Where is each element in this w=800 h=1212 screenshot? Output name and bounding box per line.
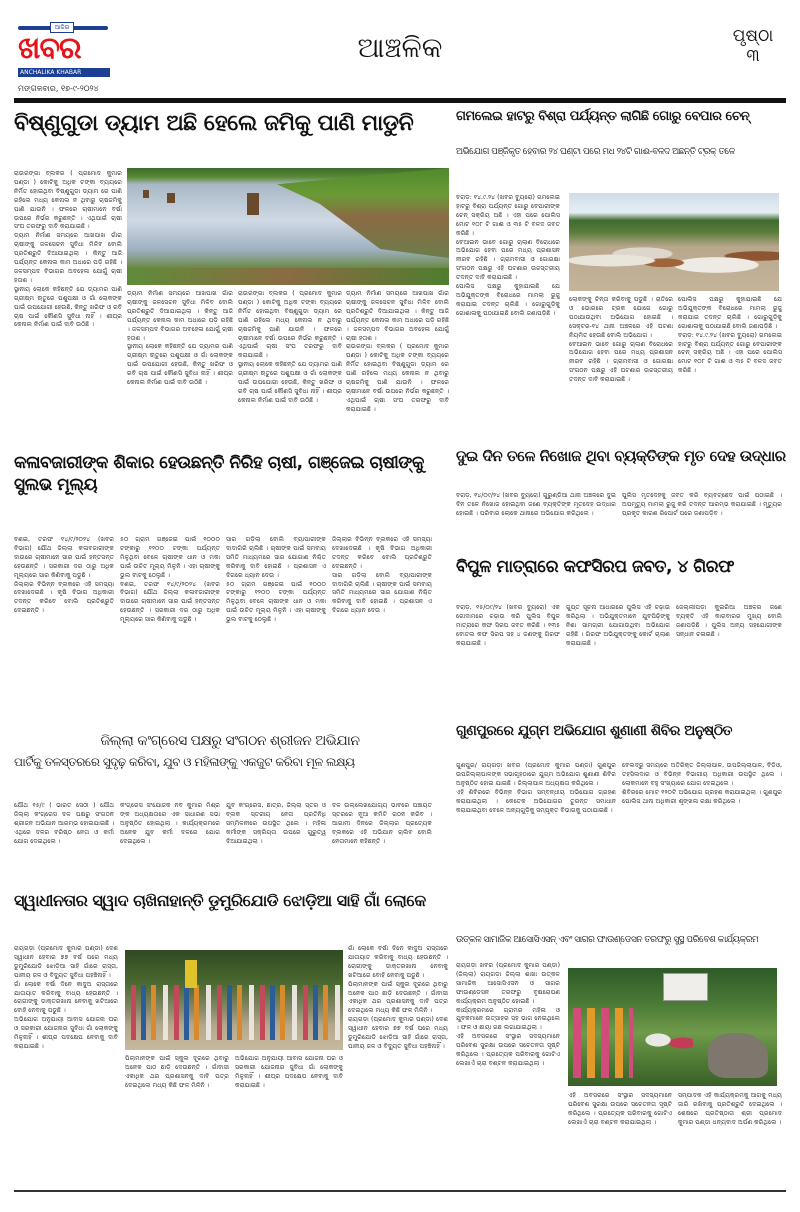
villagers-group-photo: [125, 950, 343, 1050]
article-body: ରାଉରଙ୍ଗା ବ୍ଲକର ( ପ୍ରମୋଦ କୁମାର ପଣ୍ଡା ) କୋଟିକୁ ଅଧିକ ଟଙ୍କା ବ୍ୟୟରେ ନିର୍ମିତ ହୋଇଥିବା ବିଷ୍ଣୁଗୁଡା ଡ୍ୟାମ ରେ ପାଣି ରହିଲେ ମଧ୍ୟ କେନାଲ ନ ଥିବାରୁ ଚାଷଜମିକୁ ପାଣି ଯାଉନି । ଫଳରେ ଚାଷୀମାନେ ବର୍ଷା ଉପରେ ନିର୍ଭର କରୁଛନ୍ତି । ଏଥିପାଇଁ ଚାଷୀ ସଂଘ ତରଫରୁ ଦାବି କରାଯାଇଛି ।: [238, 290, 342, 360]
article-body: ୫୦ ଗ୍ରାମ ଗଞ୍ଜେଇ ପାଇଁ ୧୦୦୦ ଟଙ୍କାରୁ ୧୨୦୦ ଟଙ୍କା ପର୍ଯ୍ୟନ୍ତ ମିଳୁଥିବା ବେଳେ ଚାଷୀଙ୍କ ଧାନ ଓ ମକା ପାଇଁ ଉଚିତ ମୂଲ୍ୟ ମିଳୁନି । ଏହା ଚାଷୀଙ୍କୁ ଭୁଲ ବାଟକୁ ଠେଲୁଛି ।: [226, 580, 326, 624]
article-body: ସମ୍ପାଦକ ଏହି କାର୍ଯ୍ୟକ୍ରମକୁ ଆଗକୁ ମଧ୍ୟ ଜାରି ରଖିବାକୁ ପ୍ରତିଶ୍ରୁତି ଦେଇଥିଲେ । ଶେଷରେ ପ୍ରତିଷ୍ଠାତା ଶ୍ରୀ ପ୍ରମୋଦ କୁମାର ପଣ୍ଡା ଧନ୍ୟବାଦ ଅର୍ପଣ କରିଥିଲେ ।: [678, 1092, 782, 1126]
article-congress-column-1: [14, 802, 114, 880]
article-body: ସାର ଗଡ଼ିଲା ବୋଲି ବ୍ୟାପାରୀଙ୍କ ଦାଦାଗିରି ଚାଲିଛି । ଚାଷୀଙ୍କ ପାଇଁ ସମବାୟ ସମିତି ମାଧ୍ୟମରେ ସାର ଯୋଗାଣ ନିଶ୍ଚିତ କରିବାକୁ ଦାବି ହୋଇଛି । ପ୍ରଶାସନ ଏ ଦିଗରେ ଧ୍ୟାନ ଦେଉ ।: [226, 536, 326, 579]
headline-environment: ଉତ୍କଳ ସାମାଜିକ ଆସୋସିଏସନ୍ ଏବଂ ସାଗର ଫାଉଣ୍ଡେସନ ତରଫରୁ ସୁସ୍ଥ ପରିବେଶ କାର୍ଯ୍ୟକ୍ରମ: [456, 935, 759, 945]
article-body: ସ୍ଥାନୀୟ ଲୋକେ କହିଛନ୍ତି ଯେ ଡ୍ୟାମର ପାଣି ଗ୍ରୀଷ୍ମ ଋତୁରେ ପଶୁପକ୍ଷୀ ଓ ଗାଁ ଲୋକଙ୍କ ପାଇଁ ଉପଯୋଗୀ ହେଉଛି, କିନ୍ତୁ ଖରିଫ ଓ ରବି ଚାଷ ପାଇଁ କୌଣସି ସୁବିଧା ନାହିଁ । ଶୀଘ୍ର କେନାଲ ନିର୍ମାଣ ପାଇଁ ଦାବି ଉଠିଛି ।: [127, 343, 233, 387]
article-body: ଡ୍ୟାମ ନିର୍ମାଣ ସମୟରେ ଆଖପାଖ ଗାଁର ଚାଷୀଙ୍କୁ ଜଳସେଚନ ସୁବିଧା ମିଳିବ ବୋଲି ପ୍ରତିଶ୍ରୁତି ଦିଆଯାଇଥିଲା । କିନ୍ତୁ ଆଜି ପର୍ଯ୍ୟନ୍ତ କେନାଲ କାମ ଅଧାରେ ପଡ଼ି ରହିଛି । ଜଳସମ୍ପଦ ବିଭାଗର ଅବହେଳା ଯୋଗୁଁ ଚାଷୀ ହତାଶ ।: [127, 290, 233, 342]
article-body: ପୋଲିସ ପକ୍ଷରୁ କୁହାଯାଇଛି ଯେ ଅଭିଯୁକ୍ତଙ୍କ ବିରୋଧରେ ମାମଲା ରୁଜୁ କରାଯାଇ ତଦନ୍ତ ଚାଲିଛି । ଗୋରୁଗୁଡ଼ିକୁ ଗୋଶାଳାକୁ ପଠାଯାଇଛି ବୋଲି ଜଣାପଡ଼ିଛି ।: [456, 283, 560, 317]
article-body: କାର୍ଯ୍ୟକ୍ରମରେ ଗ୍ରାମର ମହିଳା ଓ ଯୁବକମାନେ ଉତ୍ସାହର ସହ ଭାଗ ନେଇଥିଲେ । ଫଳ ଓ ଛାୟା ଗଛ ଲଗାଯାଇଥିଲା ।: [456, 1006, 560, 1032]
headline-dam: ବିଷ୍ଣୁଗୁଡା ଡ୍ୟାମ ଅଛି ହେଲେ ଜମିକୁ ପାଣି ମାଡୁନି: [14, 111, 414, 136]
article-body: ଜିଲ୍ଲାର ବିଭିନ୍ନ ବ୍ଲକରେ ଏହି ସମସ୍ୟା ଦେଖାଦେଇଛି । କୃଷି ବିଭାଗ ଅଧିକାରୀ ତଦନ୍ତ କରିବେ ବୋଲି ପ୍ରତିଶ୍ରୁତି ଦେଇଛନ୍ତି ।: [14, 580, 114, 615]
article-body: ଯୌଥ ୧୫/୯ ( ଭାରତ ସେଠୀ ) ଯୌଥ ଜିଲ୍ଲା କଂଗ୍ରେସ ଦଳ ପକ୍ଷରୁ ସଂଗଠନ ଶ୍ରୀଜନ ଅଭିଯାନ ଆରମ୍ଭ ହୋଇଯାଇଛି । ଏଥିରେ ଦଳର ବରିଷ୍ଠ ନେତା ଓ କର୍ମୀ ଯୋଗ ଦେଇଥିଲେ ।: [14, 802, 114, 845]
article-body: ବେଆଇନ ଭାବେ ଗୋରୁ ଚାଲାଣ ବିରୋଧରେ ଅଭିଯୋଗ ହେବା ପରେ ମଧ୍ୟ ପ୍ରଶାସନ ନୀରବ ରହିଛି । ଗ୍ରାମବାସୀ ଓ ଗୋରକ୍ଷା ସଂଗଠନ ପକ୍ଷରୁ ଏହି ଘଟଣାର ଉଚ୍ଚସ୍ତରୀୟ ତଦନ୍ତ ଦାବି କରାଯାଇଛି ।: [569, 340, 673, 384]
page-label: ପୃଷ୍ଠା: [732, 26, 774, 46]
page-indicator: [718, 26, 788, 66]
article-body: ଦଳ ଉଲ୍ଲେଖଯୋଗ୍ୟ ଭାବରେ ପଞ୍ଚାୟତ ସ୍ତରରେ ନୂଆ କମିଟି ଗଠନ କରିବ । ଆଗାମୀ ଦିନରେ ଜିଲ୍ଲାର ପ୍ରତ୍ୟେକ ବ୍ଲକରେ ଏହି ଅଭିଯାନ ଚାଲିବ ବୋଲି ନେତାମାନେ କହିଛନ୍ତି ।: [332, 802, 432, 845]
headline-congress-line-1: ଜିଲ୍ଲା କଂଗ୍ରେସ ପକ୍ଷରୁ ସଂଗଠନ ଶ୍ରୀଜନ ଅଭିଯାନ: [100, 733, 360, 749]
article-body: ଡ୍ୟାମ ନିର୍ମାଣ ସମୟରେ ଆଖପାଖ ଗାଁର ଚାଷୀଙ୍କୁ ଜଳସେଚନ ସୁବିଧା ମିଳିବ ବୋଲି ପ୍ରତିଶ୍ରୁତି ଦିଆଯାଇଥିଲା । କିନ୍ତୁ ଆଜି ପର୍ଯ୍ୟନ୍ତ କେନାଲ କାମ ଅଧାରେ ପଡ଼ି ରହିଛି । ଜଳସମ୍ପଦ ବିଭାଗର ଅବହେଳା ଯୋଗୁଁ ଚାଷୀ ହତାଶ ।: [346, 290, 449, 342]
article-congress-column-2: [120, 802, 220, 880]
tree-planting-photo: [568, 968, 777, 1086]
article-body-found-column-1: [456, 492, 616, 548]
article-body: ଲୋକଙ୍କୁ ଚିନ୍ତା କରିବାକୁ ପଡୁଛି । ରାତିରେ ଓ ଭୋରରେ ଟ୍ରକ ଯୋଗେ ଗୋରୁ ପଠାଯାଉଥିବା ଅଭିଯୋଗ ହୋଇଛି । ସେକ୍ଟର-୧୪ ଥାନା ଅଞ୍ଚଳରେ ଏହି ଘଟଣା ନିୟମିତ ହେଉଛି ବୋଲି ଅଭିଯୋଗ ।: [569, 296, 673, 339]
article-body: ବେଆଇନ ଭାବେ ଗୋରୁ ଚାଲାଣ ବିରୋଧରେ ଅଭିଯୋଗ ହେବା ପରେ ମଧ୍ୟ ପ୍ରଶାସନ ନୀରବ ରହିଛି । ଗ୍ରାମବାସୀ ଓ ଗୋରକ୍ଷା ସଂଗଠନ ପକ୍ଷରୁ ଏହି ଘଟଣାର ଉଚ୍ଚସ୍ତରୀୟ ତଦନ୍ତ ଦାବି କରାଯାଇଛି ।: [456, 238, 560, 282]
article-body: ବରାଡ଼: ୧୪.୯.୨୪ (ଖବର ବ୍ୟୁରୋ) ଗମଲେଇ ହାଟରୁ ବିଶ୍ରା ପର୍ଯ୍ୟନ୍ତ ଗୋରୁ ବେପାରୀଙ୍କ ଚେନ୍ ସକ୍ରିୟ ଅଛି । ଏହା ପରେ ପୋଲିସ ମୋଟ ୧୦୮ ଟି ଗାଈ ଓ ୩୫ ଟି ବଳଦ ଜବତ କରିଛି ।: [456, 194, 560, 237]
article-congress-column-4: [332, 802, 432, 880]
newspaper-logo: [14, 22, 114, 84]
article-body: ଗୁଣପୁର/ ରାୟଗଡ଼ା ଖବର (ପ୍ରମୋଦ କୁମାର ପଣ୍ଡା) ଗୁଣପୁର ଉପଜିଲ୍ଲାପାଳଙ୍କ ସଭାଗୃହଠାରେ ଯୁଗ୍ମ ଅଭିଯୋଗ ଶୁଣାଣୀ ଶିବିର ଅନୁଷ୍ଠିତ ହୋଇ ଯାଇଛି । ଜିଲ୍ଲାପାଳ ଅଧ୍ୟକ୍ଷତା କରିଥିଲେ ।: [456, 762, 616, 787]
article-cattle-column-1: [456, 194, 560, 439]
article-body: ଗାଁ ଲୋକେ ବର୍ଷା ଦିନେ କାଦୁଅ ରାସ୍ତାରେ ଯାତାୟାତ କରିବାକୁ ବାଧ୍ୟ ହେଉଛନ୍ତି । ରୋଗୀଙ୍କୁ ଡାକ୍ତରଖାନା ନେବାକୁ ଖଟିଆରେ ବୋହି ନେବାକୁ ପଡୁଛି ।: [348, 945, 448, 979]
article-body: ପିଲାମାନଙ୍କ ପାଇଁ ସ୍କୁଲ ଦୂରରେ ଥିବାରୁ ଅନେକ ପାଠ ଛାଡ଼ି ଦେଉଛନ୍ତି । ଗାଁବାସୀ ଏକାଧିକ ଥର ପ୍ରଶାସନକୁ ଦାବି ପତ୍ର ଦେଇଥିଲେ ମଧ୍ୟ କିଛି ଫଳ ମିଳିନି ।: [125, 1055, 229, 1089]
article-environment-column-1: [456, 962, 560, 1182]
headline-congress-line-2: ପାର୍ଟିକୁ ତଳସ୍ତରରେ ସୁଦୃଢ଼ କରିବା, ଯୁବ ଓ ମହିଳାଙ୍କୁ ଏକଜୁଟ କରିବା ମୂଳ ଲକ୍ଷ୍ୟ: [14, 755, 355, 769]
article-body: ଏହି ଅବସରରେ ସଂସ୍ଥାର ସଦସ୍ୟମାନେ ପରିବେଶ ସୁରକ୍ଷା ଉପରେ ସଚେତନତା ସୃଷ୍ଟି କରିଥିଲେ । ପ୍ରତ୍ୟେକ ପରିବାରକୁ ଗୋଟିଏ ଲେଖାଏଁ ଚାରା ବଣ୍ଟନ କରାଯାଇଥିଲା ।: [568, 1092, 672, 1126]
page-number: ୩: [746, 46, 760, 66]
article-body: ରାୟଗଡ଼ା (ପ୍ରମୋଦ କୁମାର ପଣ୍ଡା) ଦେଶ ସ୍ୱାଧୀନ ହେବାର ୭୭ ବର୍ଷ ପରେ ମଧ୍ୟ ଡୁମୁରିଯୋଡି ଝୋଡ଼ିଆ ସାହି ଗାଁରେ ରାସ୍ତା, ପାନୀୟ ଜଳ ଓ ବିଦ୍ୟୁତ ସୁବିଧା ପହଞ୍ଚିନାହିଁ ।: [14, 945, 118, 979]
headline-cattle: ଗମଲେଇ ହାଟରୁ ବିଶ୍ରା ପର୍ଯ୍ୟନ୍ତ ଲାଗିଛି ଗୋରୁ ବେପାର ଚେନ୍: [456, 109, 750, 124]
article-body: ଏହି ଅବସରରେ ସଂସ୍ଥାର ସଦସ୍ୟମାନେ ପରିବେଶ ସୁରକ୍ଷା ଉପରେ ସଚେତନତା ସୃଷ୍ଟି କରିଥିଲେ । ପ୍ରତ୍ୟେକ ପରିବାରକୁ ଗୋଟିଏ ଲେଖାଏଁ ଚାରା ବଣ୍ଟନ କରାଯାଇଥିଲା ।: [456, 1033, 560, 1067]
article-cattle-column-3: [678, 296, 782, 439]
article-body: ଅଭିଯୋଗ ଅନୁଯାୟୀ ଆବାସ ଯୋଜନା ଘର ଓ ସରକାରୀ ଯୋଜନାର ସୁବିଧା ଗାଁ ଲୋକଙ୍କୁ ମିଳୁନାହିଁ । ଶୀଘ୍ର ପଦକ୍ଷେପ ନେବାକୁ ଦାବି କରାଯାଇଛି ।: [235, 1055, 343, 1089]
article-body: ରାଉରଙ୍ଗା ବ୍ଲକର ( ପ୍ରମୋଦ କୁମାର ପଣ୍ଡା ) କୋଟିକୁ ଅଧିକ ଟଙ୍କା ବ୍ୟୟରେ ନିର୍ମିତ ହୋଇଥିବା ବିଷ୍ଣୁଗୁଡା ଡ୍ୟାମ ରେ ପାଣି ରହିଲେ ମଧ୍ୟ କେନାଲ ନ ଥିବାରୁ ଚାଷଜମିକୁ ପାଣି ଯାଉନି । ଫଳରେ ଚାଷୀମାନେ ବର୍ଷା ଉପରେ ନିର୍ଭର କରୁଛନ୍ତି । ଏଥିପାଇଁ ଚାଷୀ ସଂଘ ତରଫରୁ ଦାବି କରାଯାଇଛି ।: [346, 343, 449, 413]
article-body: କଂଗ୍ରେସ ସଂଯୋଜକ ନବ କୁମାର ମିଶ୍ର ଙ୍କ ଅଧ୍ୟକ୍ଷତାରେ ଏକ ସାଧାରଣ ସଭା ଅନୁଷ୍ଠିତ ହୋଇଥିଲା । କାର୍ଯ୍ୟକ୍ରମରେ ଅନେକ ଯୁବ କର୍ମୀ ଦଳରେ ଯୋଗ ଦେଇଥିଲେ ।: [120, 802, 220, 845]
article-independence-column-4: [348, 945, 448, 1183]
article-body: ବଣଇ, ତରଫ ୧୪/୯/୨୦୨୪ (ଖବର ବିଭାଗ) ଯୌଥ ଜିଲ୍ଲା କଳାବଜାରୀଙ୍କ ଦାଉରେ ଚାଷୀମାନେ ସାର ପାଇଁ ହନ୍ତସନ୍ତ ହେଉଛନ୍ତି । ସରକାରୀ ଦର ଠାରୁ ଅଧିକ ମୂଲ୍ୟରେ ସାର କିଣିବାକୁ ପଡୁଛି ।: [14, 536, 114, 579]
article-body: ପୋଲିସ ପକ୍ଷରୁ କୁହାଯାଇଛି ଯେ ଅଭିଯୁକ୍ତଙ୍କ ବିରୋଧରେ ମାମଲା ରୁଜୁ କରାଯାଇ ତଦନ୍ତ ଚାଲିଛି । ଗୋରୁଗୁଡ଼ିକୁ ଗୋଶାଳାକୁ ପଠାଯାଇଛି ବୋଲି ଜଣାପଡ଼ିଛି ।: [678, 296, 782, 330]
article-body: ଏହି ଶିବିରରେ ବିଭିନ୍ନ ବିଭାଗ ସମ୍ବନ୍ଧୀୟ ଅଭିଯୋଗ ଗ୍ରହଣ କରାଯାଇଥିଲା । କେତେକ ଅଭିଯୋଗର ତୁରନ୍ତ ସମାଧାନ କରାଯାଇଥିବା ବେଳେ ଅନ୍ୟଗୁଡ଼ିକୁ ସମ୍ପୃକ୍ତ ବିଭାଗକୁ ପଠାଯାଇଛି ।: [456, 788, 616, 814]
article-body: ରାୟଗଡ଼ା (ପ୍ରମୋଦ କୁମାର ପଣ୍ଡା) ଦେଶ ସ୍ୱାଧୀନ ହେବାର ୭୭ ବର୍ଷ ପରେ ମଧ୍ୟ ଡୁମୁରିଯୋଡି ଝୋଡ଼ିଆ ସାହି ଗାଁରେ ରାସ୍ତା, ପାନୀୟ ଜଳ ଓ ବିଦ୍ୟୁତ ସୁବିଧା ପହଞ୍ଚିନାହିଁ ।: [348, 1016, 448, 1050]
headline-grievance: ଗୁଣପୁରରେ ଯୁଗ୍ମ ଅଭିଯୋଗ ଶୁଣାଣୀ ଶିବିର ଅନୁଷ୍ଠିତ: [456, 723, 733, 739]
article-body: ବେଲଦ୍ରୁ ସମୟରେ ଅତିରିକ୍ତ ଜିଲ୍ଲାପାଳ, ଉପଜିଲ୍ଲାପାଳ, ବିଡିଓ, ତହସିଲଦାର ଓ ବିଭିନ୍ନ ବିଭାଗୀୟ ଅଧିକାରୀ ଉପସ୍ଥିତ ଥିଲେ । ଲୋକମାନେ ବହୁ ସଂଖ୍ୟାରେ ଯୋଗ ଦେଇଥିଲେ ।: [622, 762, 782, 787]
article-body: ଶିବିରରେ ମୋଟ ୧୨୦ଟି ଅଭିଯୋଗ ଗ୍ରହଣ କରାଯାଇଥିଲା । ଗୁଣପୁର ପୋଲିସ ଥାନା ଅଧିକାରୀ ଶୃଙ୍ଖଳା ରକ୍ଷା କରିଥିଲେ ।: [622, 788, 782, 805]
footer-rule: [14, 1190, 786, 1192]
article-body: ପୁଲିସ ମୃତଦେହକୁ ଜବତ କରି ବ୍ୟବଚ୍ଛେଦ ପାଇଁ ପଠାଇଛି । ଅପମୃତ୍ୟୁ ମାମଲା ରୁଜୁ କରି ତଦନ୍ତ ଆରମ୍ଭ କରାଯାଇଛି । ମୃତ୍ୟୁର ପ୍ରକୃତ କାରଣ ରିପୋର୍ଟ ପରେ ଜଣାପଡ଼ିବ ।: [622, 492, 782, 517]
section-title: ଆଞ୍ଚଳିକ: [357, 31, 443, 64]
article-farmers-column-1: [14, 536, 114, 726]
article-independence-column-1: [14, 945, 118, 1183]
article-body: ବରାଡ଼, ୧୫/୦୯/୨୪ (ଖବର ବ୍ୟୁରୋ) ଏକ ଗୋଦାମରେ ଚଢ଼ାଉ କରି ପୁଲିସ ବିପୁଳ ମାତ୍ରାରେ କଫ ସିରପ ଜବତ କରିଛି । ୧୩୫ ବୋତଲ କଫ ସିରପ ସହ ୪ ଜଣଙ୍କୁ ଗିରଫ କରାଯାଇଛି ।: [456, 604, 560, 647]
article-grievance-column-1: [456, 762, 616, 926]
article-farmers-column-4: [332, 536, 432, 726]
article-dam-column-1: [14, 170, 122, 445]
headline-body-found: ଦୁଇ ଦିନ ତଳେ ନିଖୋଜ ଥିବା ବ୍ୟକ୍ତିଙ୍କ ମୃତ ଦେହ ଉଦ୍ଧାର: [456, 447, 786, 465]
article-cattle-column-2: [569, 296, 673, 439]
article-body: ଯୁବ କଂଗ୍ରେସ, ଛାତ୍ର, ଜିଲ୍ଲା ସ୍ତର ଓ ବ୍ଲକ ସ୍ତରୀୟ ନେତା ପ୍ରତିନିଧି ସମ୍ମିଳନୀରେ ଉପସ୍ଥିତ ଥିଲେ । ମହିଳା କର୍ମୀଙ୍କ ସକ୍ରିୟତା ଉପରେ ଗୁରୁତ୍ୱ ଦିଆଯାଇଥିଲା ।: [226, 802, 326, 845]
article-cough-syrup-column-3: [676, 604, 782, 718]
article-independence-column-3: [235, 1055, 343, 1183]
logo-subtitle: ANCHALIKA KHABAR: [18, 68, 110, 77]
article-body: ବଣଇ, ତରଫ ୧୪/୯/୨୦୨୪ (ଖବର ବିଭାଗ) ଯୌଥ ଜିଲ୍ଲା କଳାବଜାରୀଙ୍କ ଦାଉରେ ଚାଷୀମାନେ ସାର ପାଇଁ ହନ୍ତସନ୍ତ ହେଉଛନ୍ତି । ସରକାରୀ ଦର ଠାରୁ ଅଧିକ ମୂଲ୍ୟରେ ସାର କିଣିବାକୁ ପଡୁଛି ।: [120, 580, 220, 624]
article-dam-column-4: [346, 290, 449, 445]
headline-independence: ସ୍ୱାଧୀନତାର ସ୍ୱାଦ ଚାଖିନାହାନ୍ତି ଡୁମୁରିଯୋଡି ଝୋଡ଼ିଆ ସାହି ଗାଁ ଲୋକେ: [14, 891, 426, 910]
article-cough-syrup-column-1: [456, 604, 560, 718]
article-dam-column-3: [238, 290, 342, 445]
article-body: ଜେଲ୍ଲୀପଡ଼ା କୁଇରିଆ ଅଞ୍ଚଳର ଜଣେ ବ୍ୟକ୍ତି ଏହି କାରବାରର ମୁଖ୍ୟ ବୋଲି ଜଣାପଡ଼ିଛି । ପୁଲିସ ଅନ୍ୟ ସହଯୋଗୀଙ୍କ ସନ୍ଧାନ ଚଳାଇଛି ।: [676, 604, 782, 638]
article-cough-syrup-column-2: [566, 604, 670, 718]
article-congress-column-3: [226, 802, 326, 880]
article-body: ଗାଁ ଲୋକେ ବର୍ଷା ଦିନେ କାଦୁଅ ରାସ୍ତାରେ ଯାତାୟାତ କରିବାକୁ ବାଧ୍ୟ ହେଉଛନ୍ତି । ରୋଗୀଙ୍କୁ ଡାକ୍ତରଖାନା ନେବାକୁ ଖଟିଆରେ ବୋହି ନେବାକୁ ପଡୁଛି ।: [14, 980, 118, 1015]
article-body: ବରାଡ଼, ୧୪/୦୯/୨୪ (ଖବର ବ୍ୟୁରୋ) ଗୁରୁଣ୍ଡିଆ ଥାନା ଅଞ୍ଚଳରେ ଦୁଇ ଦିନ ତଳେ ନିଖୋଜ ହୋଇଥିବା ଜଣେ ବ୍ୟକ୍ତିଙ୍କ ମୃତଦେହ ଉଦ୍ଧାର ହୋଇଛି । ପରିବାର ଲୋକେ ଥାନାରେ ଅଭିଯୋଗ କରିଥିଲେ ।: [456, 492, 616, 517]
masthead-rule: [14, 98, 786, 103]
article-farmers-column-3: [226, 536, 326, 726]
headline-farmers: କଳାବଜାରୀଙ୍କ ଶିକାର ହେଉଛନ୍ତି ନିରିହ ଚାଷୀ, ଗଞ୍ଜେଇ ଚାଷୀଙ୍କୁ ସୁଲଭ ମୂଲ୍ୟ: [14, 453, 424, 495]
article-dam-column-2: [127, 290, 233, 445]
article-body: ସ୍ଥାନୀୟ ଲୋକେ କହିଛନ୍ତି ଯେ ଡ୍ୟାମର ପାଣି ଗ୍ରୀଷ୍ମ ଋତୁରେ ପଶୁପକ୍ଷୀ ଓ ଗାଁ ଲୋକଙ୍କ ପାଇଁ ଉପଯୋଗୀ ହେଉଛି, କିନ୍ତୁ ଖରିଫ ଓ ରବି ଚାଷ ପାଇଁ କୌଣସି ସୁବିଧା ନାହିଁ । ଶୀଘ୍ର କେନାଲ ନିର୍ମାଣ ପାଇଁ ଦାବି ଉଠିଛି ।: [238, 361, 342, 404]
dam-water-photo: [127, 168, 449, 285]
article-body: ଅଭିଯୋଗ ଅନୁଯାୟୀ ଆବାସ ଯୋଜନା ଘର ଓ ସରକାରୀ ଯୋଜନାର ସୁବିଧା ଗାଁ ଲୋକଙ୍କୁ ମିଳୁନାହିଁ । ଶୀଘ୍ର ପଦକ୍ଷେପ ନେବାକୁ ଦାବି କରାଯାଇଛି ।: [14, 1016, 118, 1050]
article-body: ସାର ଗଡ଼ିଲା ବୋଲି ବ୍ୟାପାରୀଙ୍କ ଦାଦାଗିରି ଚାଲିଛି । ଚାଷୀଙ୍କ ପାଇଁ ସମବାୟ ସମିତି ମାଧ୍ୟମରେ ସାର ଯୋଗାଣ ନିଶ୍ଚିତ କରିବାକୁ ଦାବି ହୋଇଛି । ପ୍ରଶାସନ ଏ ଦିଗରେ ଧ୍ୟାନ ଦେଉ ।: [332, 571, 432, 615]
cattle-herd-photo: [569, 193, 779, 291]
article-body-found-column-2: [622, 492, 782, 548]
article-body: ରାଉରଙ୍ଗା ବ୍ଲକର ( ପ୍ରମୋଦ କୁମାର ପଣ୍ଡା ) କୋଟିକୁ ଅଧିକ ଟଙ୍କା ବ୍ୟୟରେ ନିର୍ମିତ ହୋଇଥିବା ବିଷ୍ଣୁଗୁଡା ଡ୍ୟାମ ରେ ପାଣି ରହିଲେ ମଧ୍ୟ କେନାଲ ନ ଥିବାରୁ ଚାଷଜମିକୁ ପାଣି ଯାଉନି । ଫଳରେ ଚାଷୀମାନେ ବର୍ଷା ଉପରେ ନିର୍ଭର କରୁଛନ୍ତି । ଏଥିପାଇଁ ଚାଷୀ ସଂଘ ତରଫରୁ ଦାବି କରାଯାଇଛି ।: [14, 170, 122, 231]
article-farmers-column-2: [120, 536, 220, 726]
article-independence-column-2: [125, 1055, 229, 1183]
article-environment-column-2: [568, 1092, 672, 1182]
article-body: ଡ୍ୟାମ ନିର୍ମାଣ ସମୟରେ ଆଖପାଖ ଗାଁର ଚାଷୀଙ୍କୁ ଜଳସେଚନ ସୁବିଧା ମିଳିବ ବୋଲି ପ୍ରତିଶ୍ରୁତି ଦିଆଯାଇଥିଲା । କିନ୍ତୁ ଆଜି ପର୍ଯ୍ୟନ୍ତ କେନାଲ କାମ ଅଧାରେ ପଡ଼ି ରହିଛି । ଜଳସମ୍ପଦ ବିଭାଗର ଅବହେଳା ଯୋଗୁଁ ଚାଷୀ ହତାଶ ।: [14, 232, 122, 284]
article-body: ସ୍ଥାନୀୟ ଲୋକେ କହିଛନ୍ତି ଯେ ଡ୍ୟାମର ପାଣି ଗ୍ରୀଷ୍ମ ଋତୁରେ ପଶୁପକ୍ଷୀ ଓ ଗାଁ ଲୋକଙ୍କ ପାଇଁ ଉପଯୋଗୀ ହେଉଛି, କିନ୍ତୁ ଖରିଫ ଓ ରବି ଚାଷ ପାଇଁ କୌଣସି ସୁବିଧା ନାହିଁ । ଶୀଘ୍ର କେନାଲ ନିର୍ମାଣ ପାଇଁ ଦାବି ଉଠିଛି ।: [14, 285, 122, 329]
logo-tag: ଆଜିର: [50, 22, 74, 33]
article-body: ବରାଡ଼: ୧୪.୯.୨୪ (ଖବର ବ୍ୟୁରୋ) ଗମଲେଇ ହାଟରୁ ବିଶ୍ରା ପର୍ଯ୍ୟନ୍ତ ଗୋରୁ ବେପାରୀଙ୍କ ଚେନ୍ ସକ୍ରିୟ ଅଛି । ଏହା ପରେ ପୋଲିସ ମୋଟ ୧୦୮ ଟି ଗାଈ ଓ ୩୫ ଟି ବଳଦ ଜବତ କରିଛି ।: [678, 331, 782, 375]
logo-wordmark: ଖବର: [18, 31, 81, 66]
subheadline-cattle: ଅଭିଯୋଗ ପଞ୍ଜିକୃତ ହେବାର ୨୪ ଘଣ୍ଟା ପରେ ମଧ ୨୪ଟି ଗାଈ-ବଳଦ ଅଛନ୍ତି ଟ୍ରକ୍ ତଳେ: [456, 147, 735, 157]
article-environment-column-3: [678, 1092, 782, 1182]
headline-cough-syrup: ବିପୁଳ ମାତ୍ରାରେ କଫସିରପ ଜବତ, ୪ ଗିରଫ: [456, 557, 734, 577]
article-body: ୫୦ ଗ୍ରାମ ଗଞ୍ଜେଇ ପାଇଁ ୧୦୦୦ ଟଙ୍କାରୁ ୧୨୦୦ ଟଙ୍କା ପର୍ଯ୍ୟନ୍ତ ମିଳୁଥିବା ବେଳେ ଚାଷୀଙ୍କ ଧାନ ଓ ମକା ପାଇଁ ଉଚିତ ମୂଲ୍ୟ ମିଳୁନି । ଏହା ଚାଷୀଙ୍କୁ ଭୁଲ ବାଟକୁ ଠେଲୁଛି ।: [120, 536, 220, 579]
article-grievance-column-2: [622, 762, 782, 926]
article-body: ପିଲାମାନଙ୍କ ପାଇଁ ସ୍କୁଲ ଦୂରରେ ଥିବାରୁ ଅନେକ ପାଠ ଛାଡ଼ି ଦେଉଛନ୍ତି । ଗାଁବାସୀ ଏକାଧିକ ଥର ପ୍ରଶାସନକୁ ଦାବି ପତ୍ର ଦେଇଥିଲେ ମଧ୍ୟ କିଛି ଫଳ ମିଳିନି ।: [348, 980, 448, 1015]
article-body: ଗୁପ୍ତ ସୂଚନା ଆଧାରରେ ପୁଲିସ ଏହି ଚଢ଼ାଉ କରିଥିଲା । ଅଭିଯୁକ୍ତମାନେ ଯୁବପିଢ଼ିଙ୍କୁ ନିଶା ସାମଗ୍ରୀ ଯୋଗାଉଥିବା ଅଭିଯୋଗ ରହିଛି । ଗିରଫ ଅଭିଯୁକ୍ତଙ୍କୁ କୋର୍ଟ ଚାଲାଣ କରାଯାଇଛି ।: [566, 604, 670, 647]
issue-date: ମଙ୍ଗଳବାର, ୧୭-୯-୨୦୨୪: [18, 84, 99, 93]
article-body: ରାୟଗଡ଼ା ଖବର (ପ୍ରମୋଦ କୁମାର ପଣ୍ଡା) (ଜିଲ୍ଲା) ରାୟଗଡ଼ା ଜିଲ୍ଲା ଶାଖା ଉତ୍କଳ ସାମାଜିକ ଆସୋସିଏସନ ଓ ସାଗର ଫାଉଣ୍ଡେସନ ତରଫରୁ ବୃକ୍ଷରୋପଣ କାର୍ଯ୍ୟକ୍ରମ ଅନୁଷ୍ଠିତ ହୋଇଛି ।: [456, 962, 560, 1005]
article-body: ଜିଲ୍ଲାର ବିଭିନ୍ନ ବ୍ଲକରେ ଏହି ସମସ୍ୟା ଦେଖାଦେଇଛି । କୃଷି ବିଭାଗ ଅଧିକାରୀ ତଦନ୍ତ କରିବେ ବୋଲି ପ୍ରତିଶ୍ରୁତି ଦେଇଛନ୍ତି ।: [332, 536, 432, 570]
